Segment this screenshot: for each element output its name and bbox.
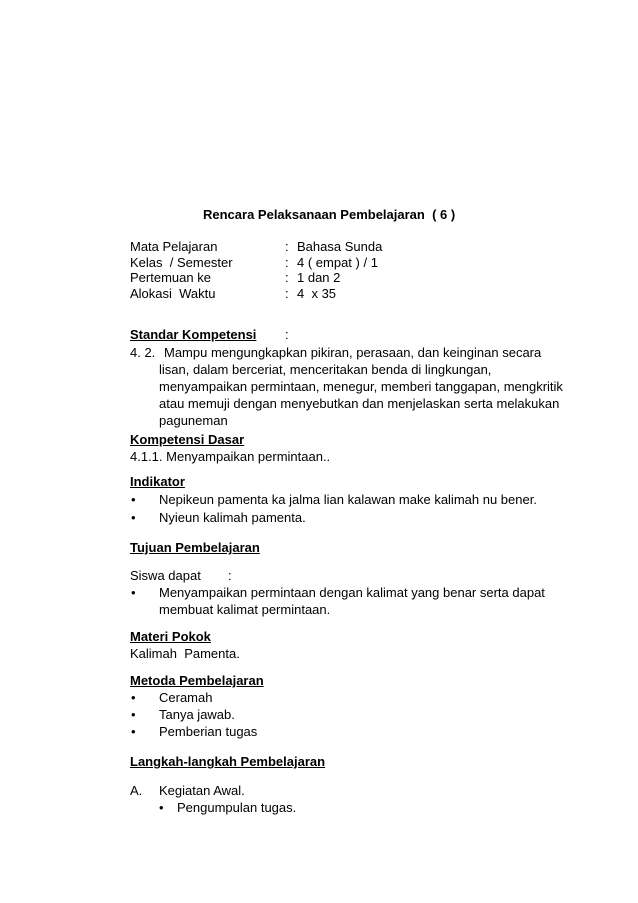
- metoda-item: Pemberian tugas: [159, 724, 258, 739]
- info-label: Kelas / Semester: [130, 254, 233, 270]
- bullet-icon: •: [131, 510, 136, 525]
- bullet-icon: •: [131, 585, 136, 600]
- tujuan-item-line: Menyampaikan permintaan dengan kalimat yang benar serta dapat: [159, 585, 545, 600]
- indikator-item: Nyieun kalimah pamenta.: [159, 510, 306, 525]
- tujuan-colon: :: [228, 568, 232, 583]
- bullet-icon: •: [159, 800, 164, 815]
- langkah-step-title: Kegiatan Awal.: [159, 783, 245, 798]
- sk-line: menyampaikan permintaan, menegur, memberi tanggapan, mengkritik: [159, 379, 563, 394]
- bullet-icon: •: [131, 707, 136, 722]
- indikator-item: Nepikeun pamenta ka jalma lian kalawan make kalimah nu bener.: [159, 492, 537, 507]
- sk-line: lisan, dalam berceriat, menceritakan benda di lingkungan,: [159, 362, 492, 377]
- info-value: 4 x 35: [297, 285, 337, 301]
- langkah-heading: Langkah-langkah Pembelajaran: [130, 754, 326, 769]
- langkah-step-label: A.: [130, 783, 143, 798]
- document-title: Rencara Pelaksanaan Pembelajaran ( 6 ): [203, 207, 456, 222]
- tujuan-heading: Tujuan Pembelajaran: [130, 540, 260, 555]
- info-colon: :: [285, 254, 289, 270]
- info-colon: :: [285, 239, 289, 254]
- info-label: Mata Pelajaran: [130, 239, 218, 254]
- standar-kompetensi-colon: :: [285, 327, 289, 342]
- bullet-icon: •: [131, 724, 136, 739]
- sk-line: atau memuji dengan menyebutkan dan menjelaskan serta melakukan: [159, 396, 560, 411]
- standar-kompetensi-heading: Standar Kompetensi: [130, 327, 257, 342]
- sk-number: 4. 2.: [130, 345, 156, 360]
- langkah-sub-item: Pengumpulan tugas.: [177, 800, 297, 815]
- info-colon: :: [285, 285, 289, 301]
- bullet-icon: •: [131, 690, 136, 705]
- info-value: 1 dan 2: [297, 270, 341, 285]
- info-label: Pertemuan ke: [130, 270, 211, 285]
- indikator-heading: Indikator: [130, 474, 185, 489]
- metoda-heading: Metoda Pembelajaran: [130, 673, 264, 688]
- kompetensi-dasar-heading: Kompetensi Dasar: [130, 432, 245, 447]
- tujuan-item-line: membuat kalimat permintaan.: [159, 602, 331, 617]
- info-value: 4 ( empat ) / 1: [297, 254, 378, 270]
- sk-line: paguneman: [159, 413, 228, 428]
- metoda-item: Ceramah: [159, 690, 213, 705]
- tujuan-intro: Siswa dapat: [130, 568, 201, 583]
- info-colon: :: [285, 270, 289, 285]
- kompetensi-dasar-text: 4.1.1. Menyampaikan permintaan..: [130, 449, 331, 464]
- info-label: Alokasi Waktu: [130, 285, 216, 301]
- bullet-icon: •: [131, 492, 136, 507]
- info-value: Bahasa Sunda: [297, 239, 383, 254]
- sk-line: Mampu mengungkapkan pikiran, perasaan, dan keinginan secara: [164, 345, 542, 360]
- materi-heading: Materi Pokok: [130, 629, 211, 644]
- materi-text: Kalimah Pamenta.: [130, 646, 240, 661]
- metoda-item: Tanya jawab.: [159, 707, 235, 722]
